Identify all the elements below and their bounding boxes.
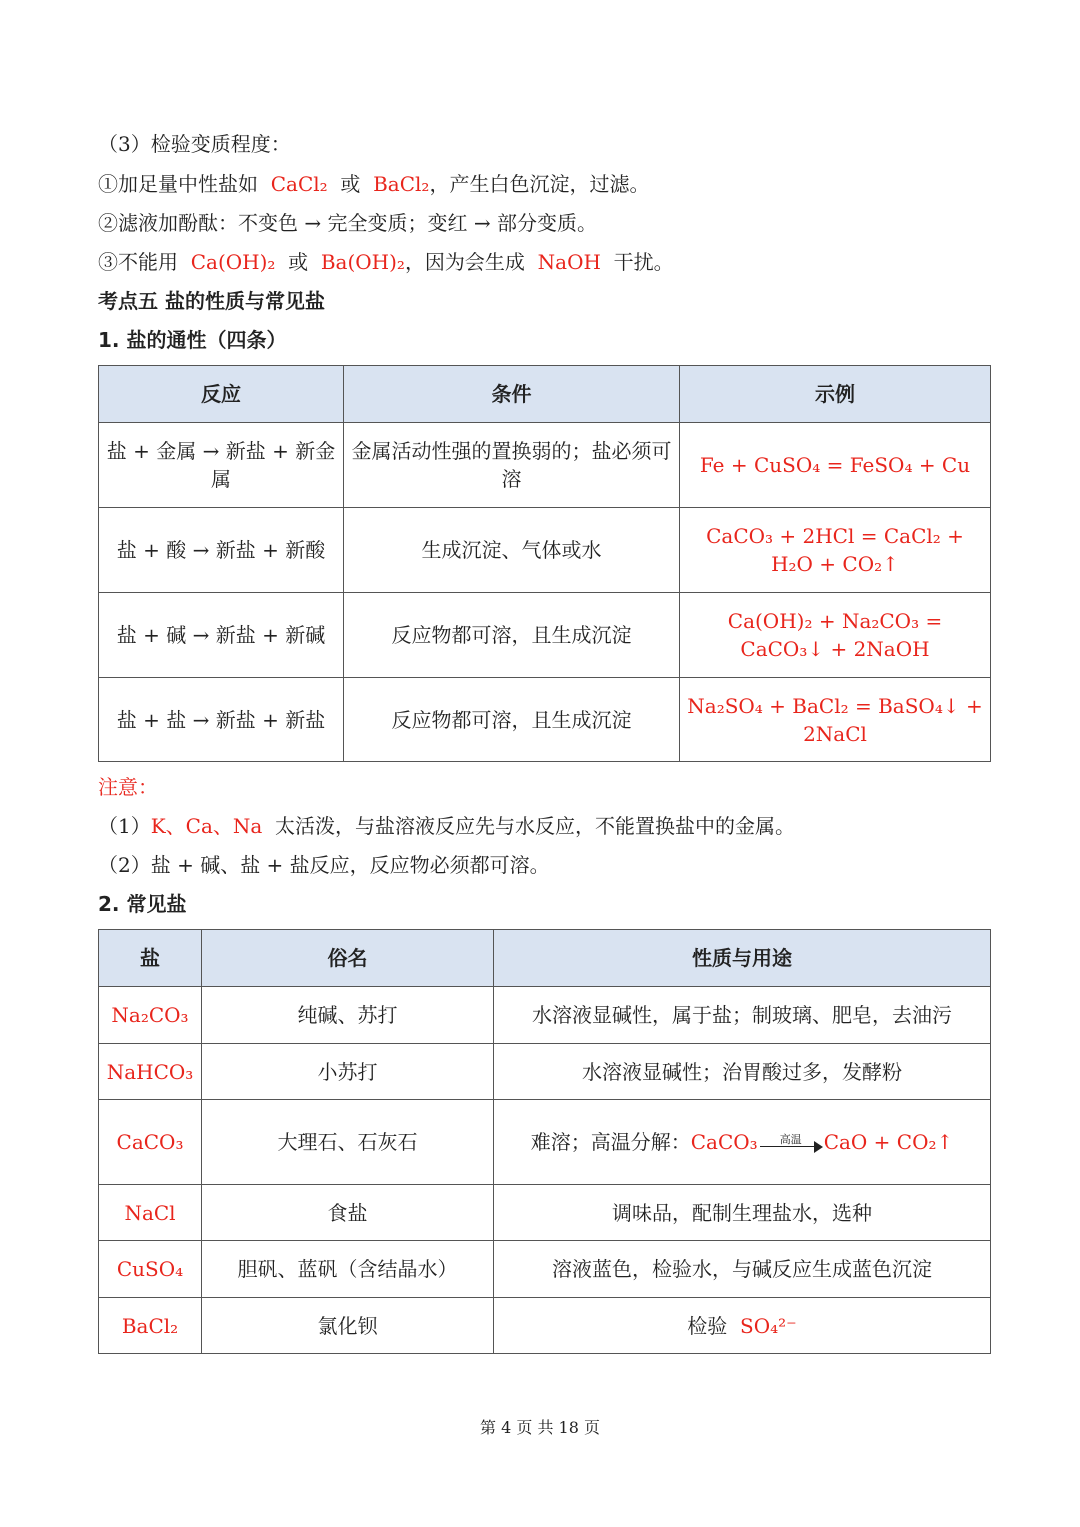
salt-cell: BaCl₂ (99, 1298, 202, 1354)
table-header-row (99, 366, 991, 423)
salt-cell: NaHCO₃ (99, 1044, 202, 1100)
example-cell: CaCO₃ + 2HCl = CaCl₂ + H₂O + CO₂↑ (680, 508, 991, 593)
use-cell: 水溶液显碱性；治胃酸过多，发酵粉 (494, 1044, 991, 1100)
formula-caoh2: Ca(OH)₂ (190, 250, 276, 274)
table-header-row (99, 930, 991, 987)
reaction-cell: 盐 + 酸 → 新盐 + 新酸 (99, 508, 344, 593)
name-cell: 食盐 (202, 1185, 494, 1241)
decomposition-rhs: CaO + CO₂↑ (823, 1130, 954, 1154)
table-row (99, 1044, 991, 1100)
reaction-cell: 盐 + 金属 → 新盐 + 新金属 (99, 423, 344, 508)
salt-cell: CuSO₄ (99, 1241, 202, 1298)
table-row (99, 1298, 991, 1354)
note-2: （2）盐 + 碱、盐 + 盐反应，反应物必须都可溶。 (98, 853, 550, 877)
salt-properties-table (98, 365, 991, 762)
sulfate-ion: SO₄²⁻ (740, 1313, 797, 1338)
use-cell: 溶液蓝色，检验水，与碱反应生成蓝色沉淀 (494, 1241, 991, 1298)
name-cell: 纯碱、苏打 (202, 987, 494, 1044)
arrow-condition: 高温 (779, 1132, 802, 1146)
use-cell: 检验 SO₄²⁻ (494, 1298, 991, 1354)
step-3-line: ③不能用 Ca(OH)₂ 或 Ba(OH)₂，因为会生成 NaOH 干扰。 (98, 250, 674, 274)
condition-cell: 生成沉淀、气体或水 (344, 508, 680, 593)
condition-cell: 反应物都可溶，且生成沉淀 (344, 593, 680, 678)
table-row (99, 678, 991, 762)
reaction-arrow-icon (758, 1134, 824, 1154)
use-cell: 水溶液显碱性，属于盐；制玻璃、肥皂，去油污 (494, 987, 991, 1044)
table-row (99, 1185, 991, 1241)
formula-cacl2: CaCl₂ (270, 172, 328, 196)
reaction-cell: 盐 + 碱 → 新盐 + 新碱 (99, 593, 344, 678)
header-example: 示例 (680, 366, 991, 423)
section-3-title: （3）检验变质程度： (98, 132, 291, 156)
subheading-common-salts: 2. 常见盐 (98, 892, 187, 916)
common-salts-table (98, 929, 991, 1354)
header-salt: 盐 (99, 930, 202, 987)
condition-cell: 反应物都可溶，且生成沉淀 (344, 678, 680, 762)
decomposition-lhs: CaCO₃ (690, 1130, 758, 1154)
header-reaction: 反应 (99, 366, 344, 423)
table-row (99, 1100, 991, 1185)
formula-bacl2: BaCl₂ (373, 172, 430, 196)
salt-cell: CaCO₃ (99, 1100, 202, 1185)
example-cell: Ca(OH)₂ + Na₂CO₃ = CaCO₃↓ + 2NaOH (680, 593, 991, 678)
note-1: （1）K、Ca、Na 太活泼，与盐溶液反应先与水反应，不能置换盐中的金属。 (98, 814, 796, 838)
example-cell: Na₂SO₄ + BaCl₂ = BaSO₄↓ + 2NaCl (680, 678, 991, 762)
step-1-line: ①加足量中性盐如 CaCl₂ 或 BaCl₂，产生白色沉淀，过滤。 (98, 172, 650, 196)
name-cell: 大理石、石灰石 (202, 1100, 494, 1185)
section-5-heading: 考点五 盐的性质与常见盐 (98, 289, 325, 313)
table-row (99, 508, 991, 593)
use-cell: 难溶；高温分解：CaCO₃ 高温 CaO + CO₂↑ (494, 1100, 991, 1185)
name-cell: 胆矾、蓝矾（含结晶水） (202, 1241, 494, 1298)
page-footer: 第 4 页 共 18 页 (480, 1418, 600, 1437)
formula-baoh2: Ba(OH)₂ (320, 250, 405, 274)
formula-naoh: NaOH (537, 250, 601, 274)
step-2-line: ②滤液加酚酞：不变色 → 完全变质；变红 → 部分变质。 (98, 211, 597, 235)
example-cell: Fe + CuSO₄ = FeSO₄ + Cu (680, 423, 991, 508)
use-cell: 调味品，配制生理盐水，选种 (494, 1185, 991, 1241)
header-common-name: 俗名 (202, 930, 494, 987)
metals-list: K、Ca、Na (150, 814, 263, 838)
header-use: 性质与用途 (494, 930, 991, 987)
subheading-salt-properties: 1. 盐的通性（四条） (98, 328, 287, 352)
table-row (99, 423, 991, 508)
table-row (99, 1241, 991, 1298)
salt-cell: NaCl (99, 1185, 202, 1241)
reaction-cell: 盐 + 盐 → 新盐 + 新盐 (99, 678, 344, 762)
header-condition: 条件 (344, 366, 680, 423)
name-cell: 小苏打 (202, 1044, 494, 1100)
table-row (99, 987, 991, 1044)
table-row (99, 593, 991, 678)
name-cell: 氯化钡 (202, 1298, 494, 1354)
condition-cell: 金属活动性强的置换弱的；盐必须可溶 (344, 423, 680, 508)
note-title: 注意： (98, 775, 158, 799)
salt-cell: Na₂CO₃ (99, 987, 202, 1044)
